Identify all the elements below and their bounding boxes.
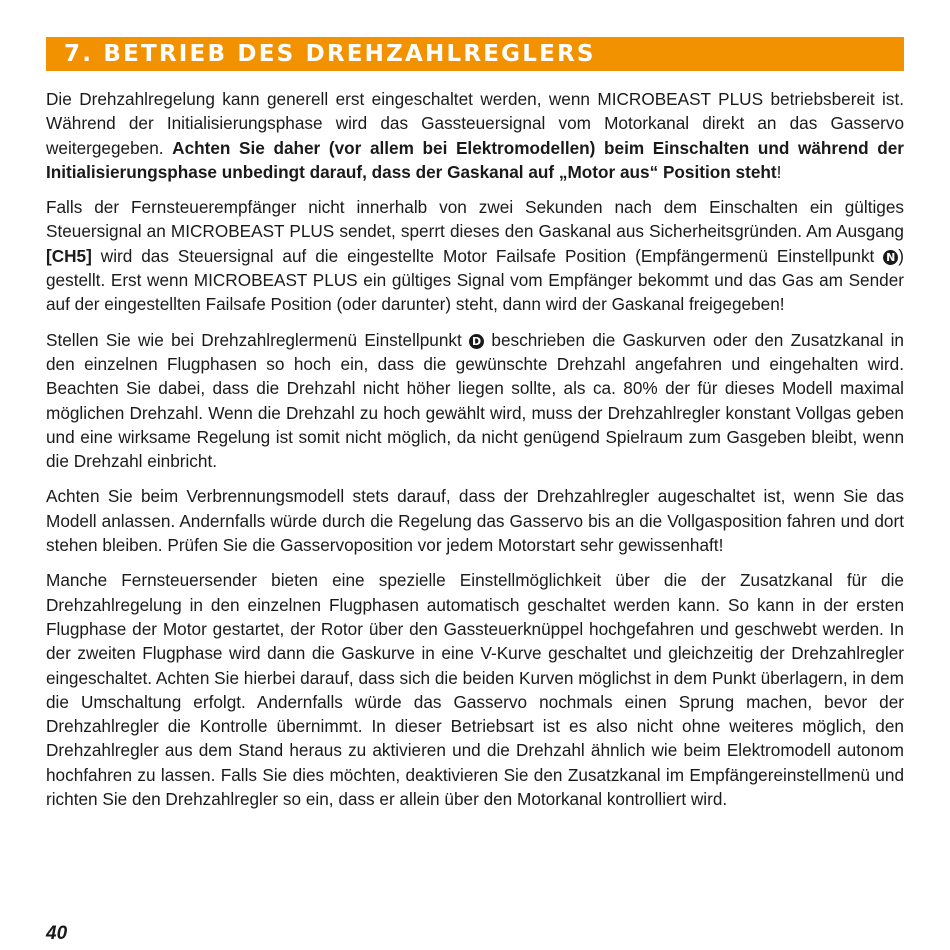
page-number: 40 (46, 923, 68, 944)
paragraph-text: Die Drehzahlregelung kann generell erst eingeschaltet werden, wenn MICROBEAST PLUS betriebsbereit ist. Während der Initialisierungsphase wird das Gassteuersignal vom Motorkanal direkt an das Gasservo weitergegeben. (46, 89, 904, 158)
warning-text: Achten Sie daher (vor allem bei Elektromodellen) beim Einschalten und während der Initialisierungsphase unbedingt darauf, dass der Gaskanal auf „Motor aus“ Position steht (46, 137, 904, 182)
body-text (46, 87, 904, 811)
paragraph-text: ! (776, 161, 782, 182)
channel-label: [CH5] (46, 245, 92, 266)
paragraph-text: wird das Steuersignal auf die eingestellte Motor Failsafe Position (Empfängermenü Einstellpunkt (91, 245, 884, 266)
document-page (46, 37, 904, 822)
paragraph-initialization (46, 87, 904, 184)
paragraph-gas-curves (46, 328, 904, 474)
paragraph-text: ) gestellt. Erst wenn MICROBEAST PLUS ein gültiges Signal vom Empfänger bekommt und das Gas am Sender auf der eingestellten Failsafe Position (oder darunter) steht, dann wird der Gaskanal freigegeben! (46, 245, 904, 315)
menu-point-d-icon: D (469, 334, 484, 349)
paragraph-text: Stellen Sie wie bei Drehzahlreglermenü Einstellpunkt (46, 329, 470, 350)
paragraph-text: Falls der Fernsteuerempfänger nicht innerhalb von zwei Sekunden nach dem Einschalten ein gültiges Steuersignal an MICROBEAST PLUS sendet, sperrt dieses den Gaskanal aus Sicherheitsgründen. Am Ausgang (46, 197, 904, 242)
paragraph-text: beschrieben die Gaskurven oder den Zusatzkanal in den einzelnen Flugphasen so hoch ein, dass die gewünschte Drehzahl angefahren und eingehalten wird. Beachten Sie dabei, dass die Drehzahl nicht höher liegen sollte, als ca. 80% der für dieses Modell maximal möglichen Drehzahl. Wenn die Drehzahl zu hoch gewählt wird, muss der Drehzahlregler konstant Vollgas geben und eine wirksame Regelung ist somit nicht möglich, da nicht genügend Spielraum zum Gasgeben bleibt, wenn die Drehzahl einbricht. (46, 329, 904, 472)
paragraph-flight-phases: Manche Fernsteuersender bieten eine spezielle Einstellmöglichkeit über die der Zusatzkanal für die Drehzahlregelung in den einzelnen Flugphasen automatisch geschaltet werden kann. So kann in der ersten Flugphase der Motor gestartet, der Rotor über den Gassteuerknüppel hochgefahren und geschwebt werden. In der zweiten Flugphase wird dann die Gaskurve in eine V-Kurve geschaltet und gleichzeitig der Drehzahlregler eingeschaltet. Achten Sie hierbei darauf, dass sich die beiden Kurven möglichst in dem Punkt überlagern, in dem die Umschaltung erfolgt. Andernfalls würde das Gasservo nochmals einen Sprung machen, bevor der Drehzahlregler die Kontrolle übernimmt. In dieser Betriebsart ist es also nicht ohne weiteres möglich, den Drehzahlregler aus dem Stand heraus zu aktivieren und die Drehzahl ähnlich wie beim Elektromodell autonom hochfahren zu lassen. Falls Sie dies möchten, deaktivieren Sie den Zusatzkanal im Empfängereinstellmenü und richten Sie den Drehzahlregler so ein, dass er allein über den Motorkanal kontrolliert wird. (46, 570, 904, 810)
paragraph-failsafe (46, 195, 904, 316)
paragraph-combustion-model: Achten Sie beim Verbrennungsmodell stets darauf, dass der Drehzahlregler augeschaltet ist, wenn Sie das Modell anlassen. Andernfalls würde durch die Regelung das Gasservo bis an die Vollgasposition fahren und dort stehen bleiben. Prüfen Sie die Gasservoposition vor jedem Motorstart sehr gewissenhaft! (46, 486, 904, 556)
section-title: 7. BETRIEB DES DREHZAHLREGLERS (64, 41, 596, 67)
section-header (46, 37, 904, 71)
menu-point-n-icon: N (883, 250, 898, 265)
